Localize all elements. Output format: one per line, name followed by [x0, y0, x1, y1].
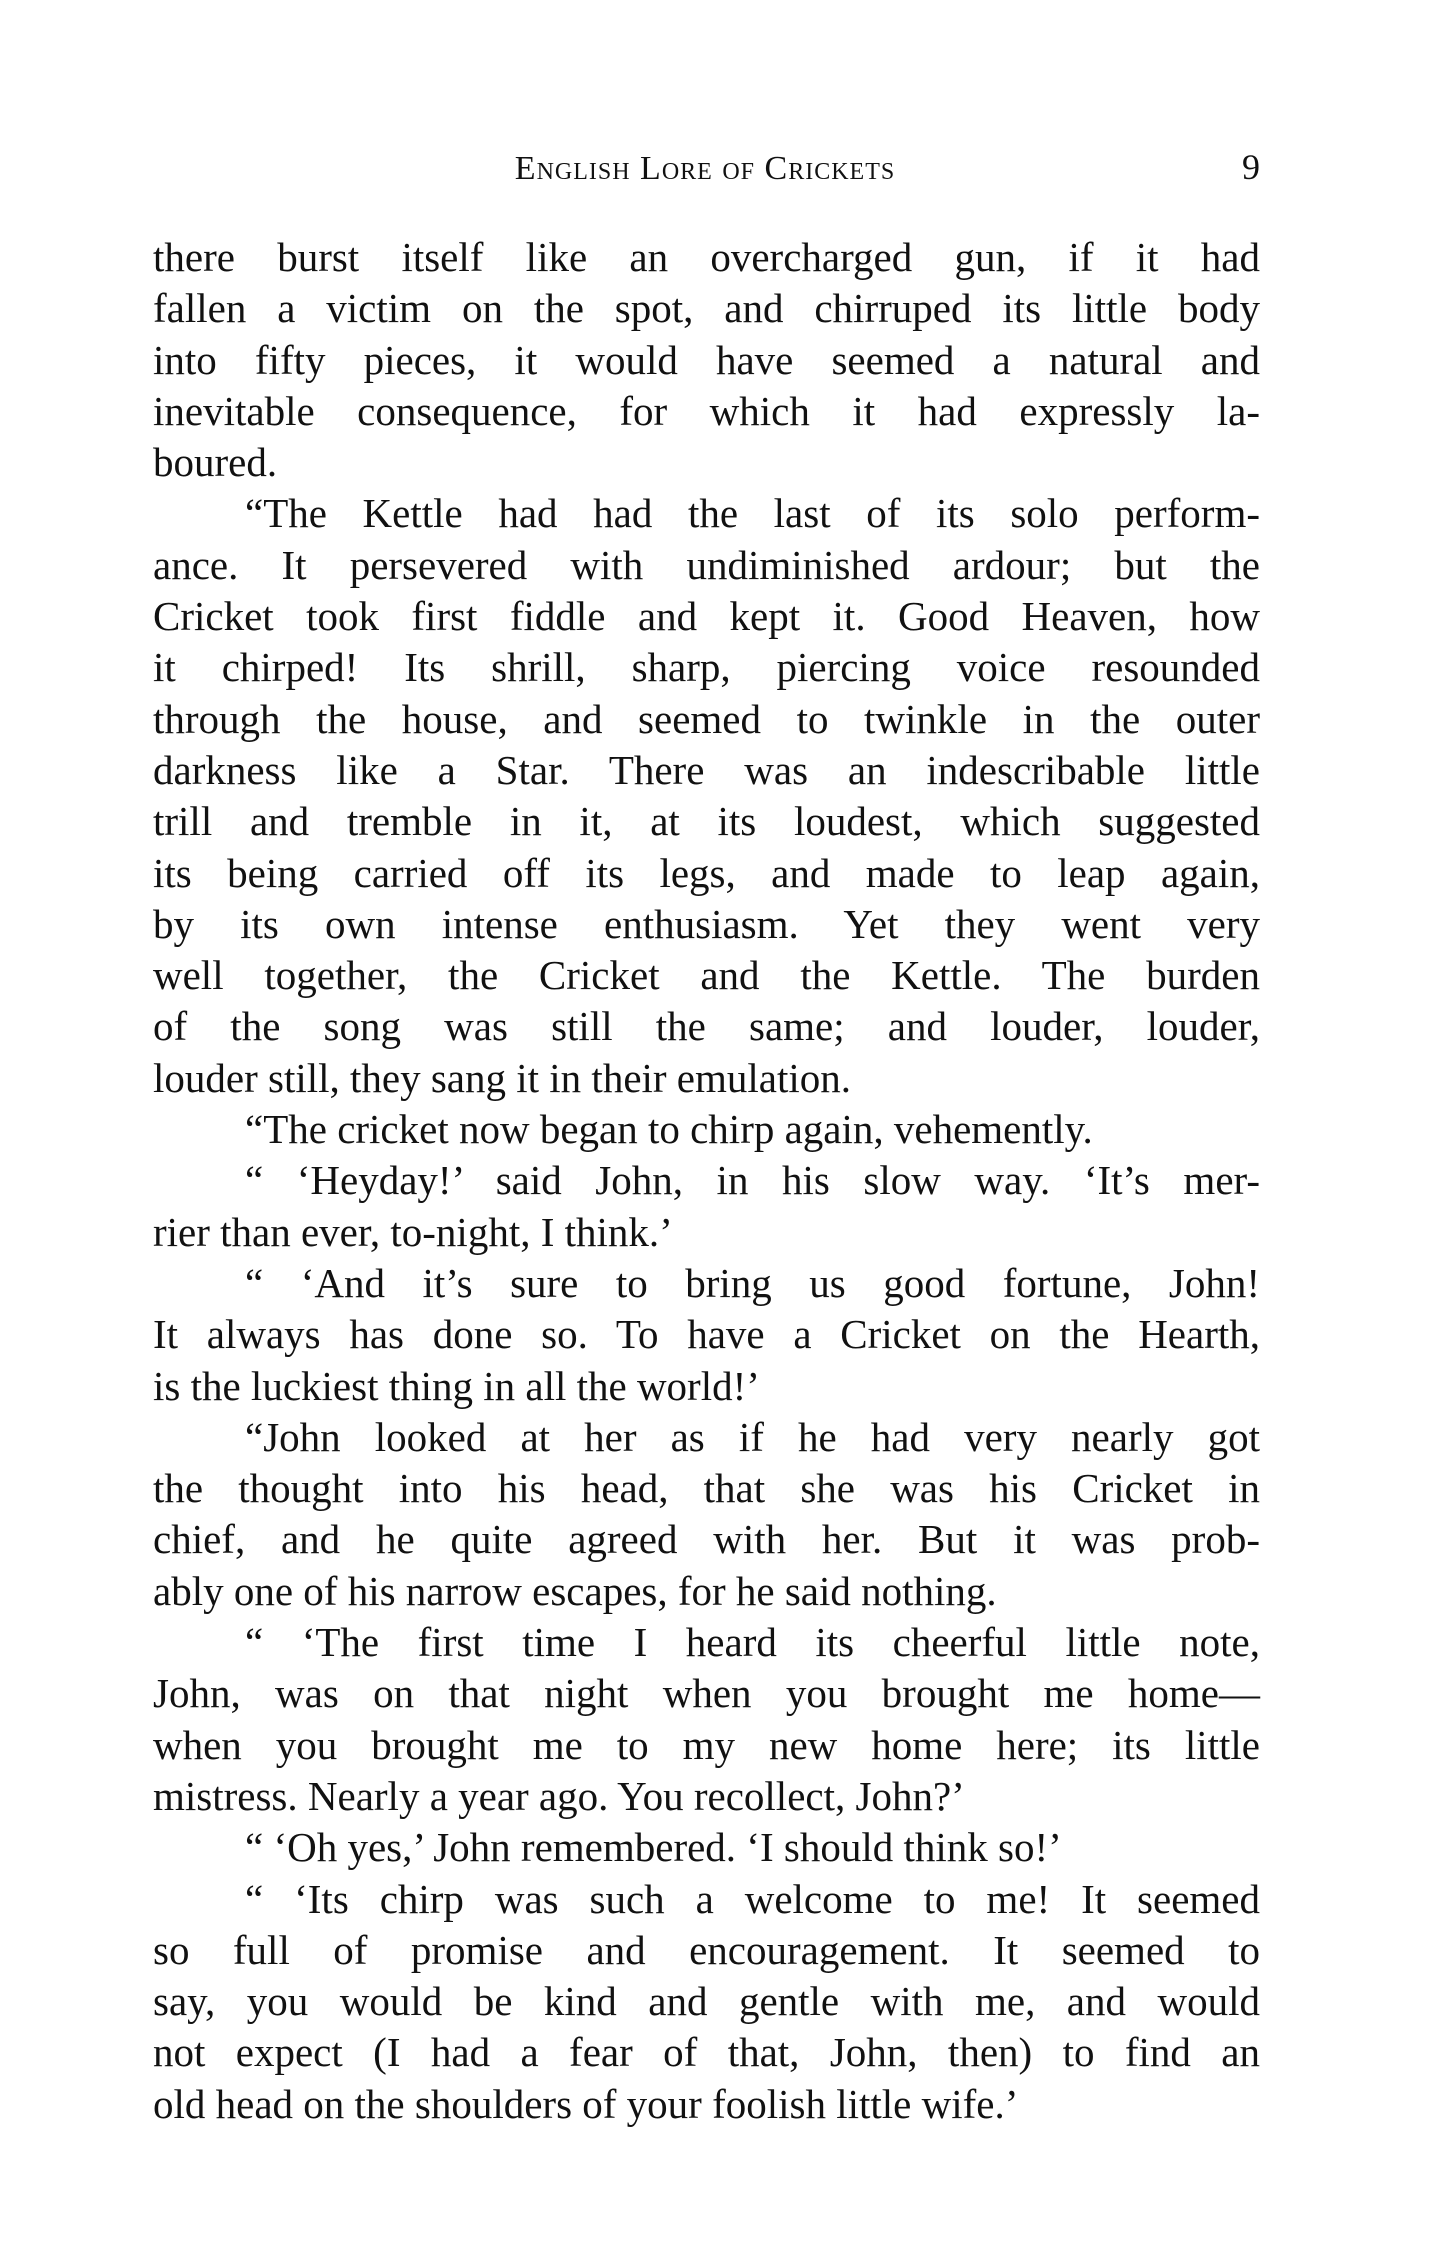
text-line: rier than ever, to-night, I think.’	[153, 1208, 673, 1255]
text-line: fallen a victim on the spot, and chirruped its little body	[153, 285, 1260, 332]
text-line: when you brought me to my new home here; its little	[153, 1721, 1260, 1768]
text-line: “The Kettle had had the last of its solo perform-	[245, 490, 1260, 537]
page-number: 9	[1242, 147, 1260, 187]
text-line: there burst itself like an overcharged gun, if it had	[153, 234, 1260, 280]
text-line: through the house, and seemed to twinkle in the outer	[153, 695, 1260, 742]
text-line: John, was on that night when you brought me home—	[153, 1670, 1260, 1717]
text-line: of the song was still the same; and louder, louder,	[153, 1003, 1260, 1050]
text-line: by its own intense enthusiasm. Yet they went very	[153, 900, 1260, 947]
text-line: so full of promise and encouragement. It seemed to	[153, 1926, 1260, 1973]
text-line: it chirped! Its shrill, sharp, piercing voice resounded	[153, 644, 1260, 691]
text-line: is the luckiest thing in all the world!’	[153, 1362, 760, 1409]
text-line: its being carried off its legs, and made to leap again,	[153, 849, 1260, 896]
text-line: “ ‘Its chirp was such a welcome to me! It seemed	[245, 1875, 1260, 1922]
text-line: ance. It persevered with undiminished ardour; but the	[153, 541, 1260, 588]
body-text	[153, 232, 1260, 2130]
running-title: English Lore of Crickets	[514, 150, 896, 187]
running-head	[150, 147, 1260, 200]
text-line: inevitable consequence, for which it had expressly la-	[153, 387, 1260, 434]
text-line: into fifty pieces, it would have seemed a natural and	[153, 336, 1260, 383]
text-line: “ ‘The first time I heard its cheerful little note,	[245, 1619, 1260, 1666]
text-line: Cricket took first fiddle and kept it. Good Heaven, how	[153, 593, 1260, 640]
text-line: the thought into his head, that she was his Cricket in	[153, 1465, 1260, 1512]
text-line: ably one of his narrow escapes, for he said nothing.	[153, 1567, 997, 1614]
text-line: louder still, they sang it in their emulation.	[153, 1054, 852, 1101]
text-line: boured.	[153, 439, 278, 486]
text-line: well together, the Cricket and the Kettle. The burden	[153, 952, 1260, 999]
text-line: “ ‘Heyday!’ said John, in his slow way. ‘It’s mer-	[245, 1157, 1260, 1204]
text-line: “ ‘Oh yes,’ John remembered. ‘I should think so!’	[245, 1824, 1062, 1871]
text-line: old head on the shoulders of your foolish little wife.’	[153, 2080, 1019, 2127]
text-line: “The cricket now began to chirp again, vehemently.	[245, 1106, 1093, 1153]
text-line: not expect (I had a fear of that, John, then) to find an	[153, 2029, 1260, 2076]
text-line: chief, and he quite agreed with her. But it was prob-	[153, 1516, 1260, 1563]
text-line: mistress. Nearly a year ago. You recollect, John?’	[153, 1772, 965, 1819]
text-line: It always has done so. To have a Cricket on the Hearth,	[153, 1311, 1260, 1358]
text-line: “John looked at her as if he had very nearly got	[245, 1413, 1260, 1460]
text-line: darkness like a Star. There was an indescribable little	[153, 746, 1260, 793]
text-line: say, you would be kind and gentle with me, and would	[153, 1978, 1260, 2025]
text-line: “ ‘And it’s sure to bring us good fortune, John!	[245, 1259, 1260, 1306]
text-line: trill and tremble in it, at its loudest, which suggested	[153, 798, 1260, 845]
